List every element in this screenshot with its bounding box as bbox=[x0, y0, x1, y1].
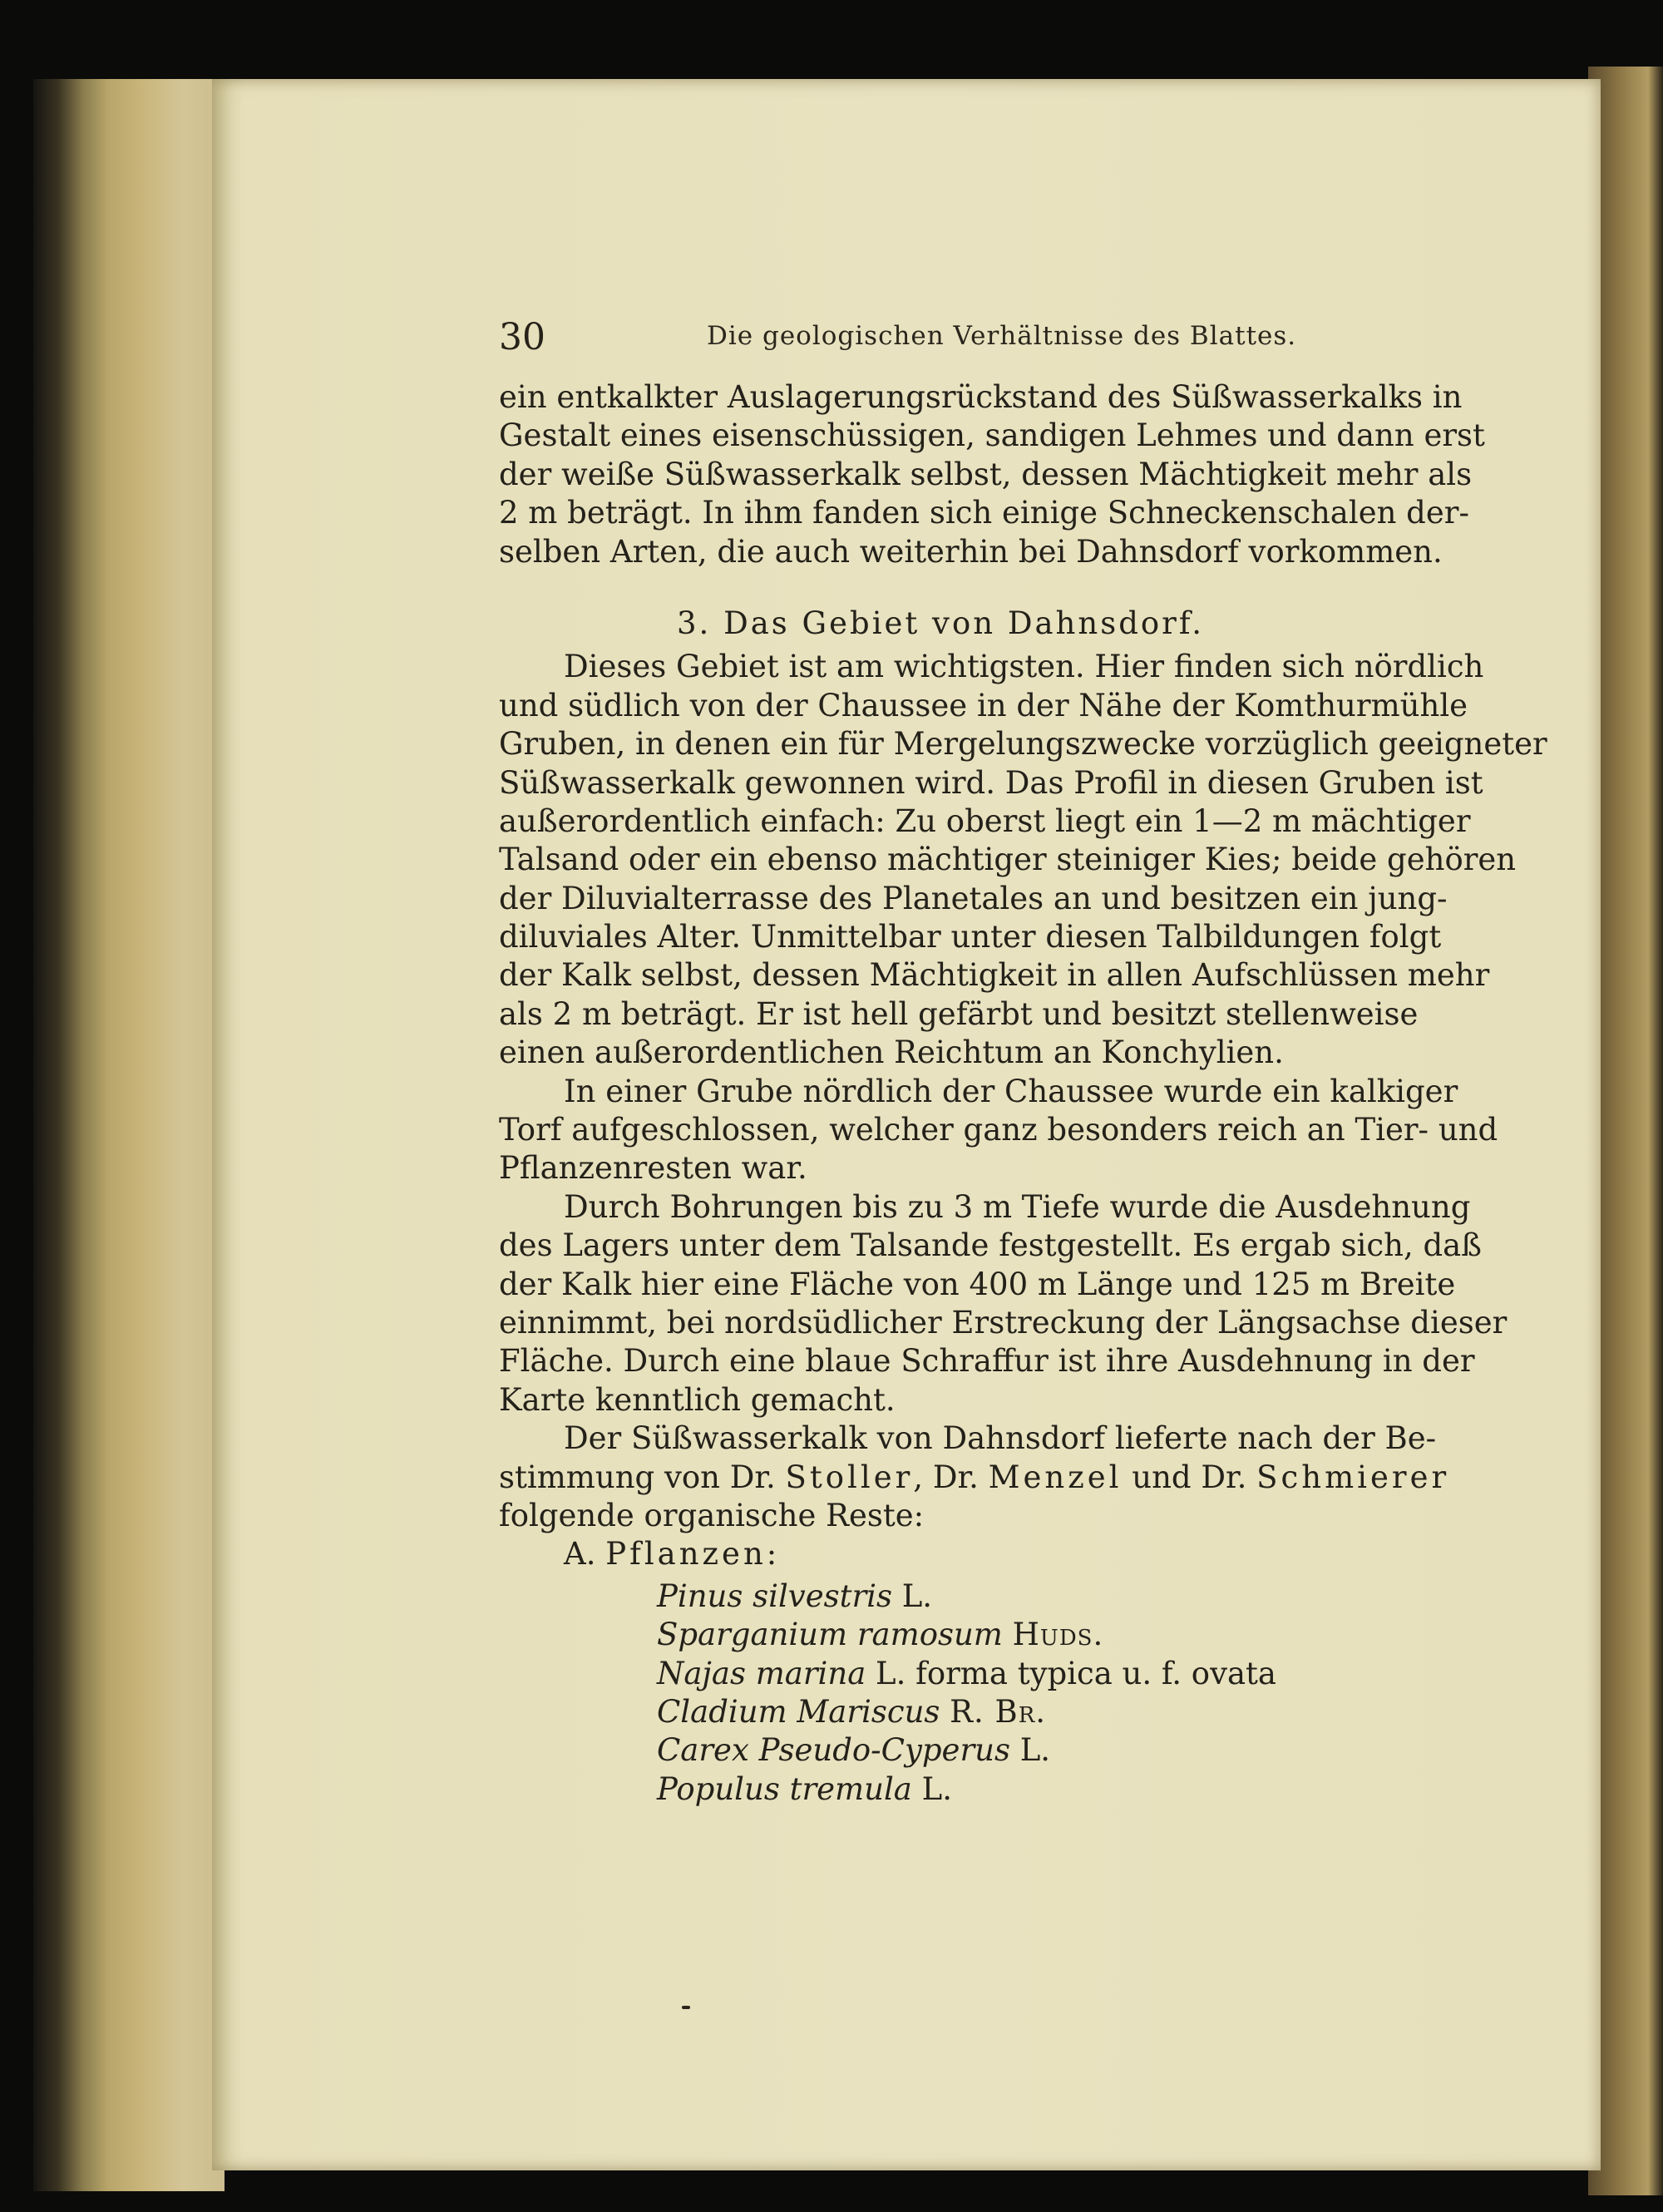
plant-name: Populus tremula bbox=[657, 1770, 912, 1807]
text-line: der Diluvialterrasse des Planetales an und besitzen ein jung- bbox=[499, 880, 1448, 916]
text-line: Torf aufgeschlossen, welcher ganz besonders reich an Tier- und bbox=[499, 1112, 1498, 1148]
text-line: Dieses Gebiet ist am wichtigsten. Hier finden sich nördlich bbox=[564, 649, 1484, 685]
plant-author: L. bbox=[876, 1655, 906, 1691]
text-line: Fläche. Durch eine blaue Schraffur ist ihre Ausdehnung in der bbox=[499, 1343, 1475, 1380]
text-line-authors bbox=[499, 1459, 1450, 1497]
plant-list-item bbox=[657, 1616, 1382, 1654]
plant-list-item bbox=[657, 1655, 1382, 1693]
text-line: der Kalk hier eine Fläche von 400 m Länge und 125 m Breite bbox=[499, 1266, 1456, 1302]
text-line: und südlich von der Chaussee in der Nähe der Komthurmühle bbox=[499, 687, 1468, 723]
author-stoller: Stoller bbox=[785, 1459, 914, 1495]
plant-list-item bbox=[657, 1578, 1382, 1616]
text-line: diluviales Alter. Unmittelbar unter diesen Talbildungen folgt bbox=[499, 919, 1442, 955]
plant-name: Sparganium ramosum bbox=[657, 1617, 1003, 1653]
plant-name: Carex Pseudo-Cyperus bbox=[657, 1732, 1010, 1769]
paragraph-4 bbox=[499, 1188, 1508, 1420]
text-line: Karte kenntlich gemacht. bbox=[499, 1381, 896, 1418]
book-page-edges-left bbox=[33, 79, 225, 2191]
plant-author: L. bbox=[901, 1578, 933, 1614]
paragraph-1 bbox=[499, 378, 1485, 571]
list-heading bbox=[499, 1535, 1382, 1573]
author-menzel: Menzel bbox=[988, 1459, 1123, 1495]
list-heading-label: Pflanzen: bbox=[605, 1536, 781, 1573]
text-line: Talsand oder ein ebenso mächtiger steiniger Kies; beide gehören bbox=[499, 842, 1517, 878]
section-heading: 3. Das Gebiet von Dahnsdorf. bbox=[677, 605, 1204, 641]
list-heading-prefix: A. bbox=[564, 1536, 606, 1573]
text-line: In einer Grube nördlich der Chaussee wurde ein kalkiger bbox=[564, 1073, 1458, 1109]
text-line: Der Süßwasserkalk von Dahnsdorf lieferte nach der Be- bbox=[564, 1420, 1437, 1457]
main-text bbox=[499, 378, 1547, 1809]
text-line: einnimmt, bei nordsüdlicher Erstreckung der Längsachse dieser bbox=[499, 1304, 1508, 1341]
text-line: außerordentlich einfach: Zu oberst liegt ein 1—2 m mächtiger bbox=[499, 802, 1471, 839]
plant-list-item bbox=[657, 1731, 1382, 1770]
plant-list-item bbox=[657, 1770, 1382, 1809]
plant-author: L. bbox=[921, 1770, 952, 1807]
text-fragment: und Dr. bbox=[1122, 1459, 1257, 1495]
plant-name: Cladium Mariscus bbox=[657, 1693, 940, 1730]
text-fragment: stimmung von Dr. bbox=[499, 1459, 786, 1495]
text-line: einen außerordentlichen Reichtum an Konchylien. bbox=[499, 1034, 1284, 1071]
text-line: Süßwasserkalk gewonnen wird. Das Profil in diesen Gruben ist bbox=[499, 764, 1483, 801]
paragraph-3 bbox=[499, 1073, 1498, 1188]
text-line: der weiße Süßwasserkalk selbst, dessen Mächtigkeit mehr als bbox=[499, 456, 1473, 492]
plant-author: L. bbox=[1019, 1732, 1051, 1769]
text-line: ein entkalkter Auslagerungsrückstand des Süßwasserkalks in bbox=[499, 379, 1463, 415]
plant-name: Pinus silvestris bbox=[657, 1578, 892, 1614]
text-line: des Lagers unter dem Talsande festgestellt. Es ergab sich, daß bbox=[499, 1227, 1482, 1264]
plant-author: R. Br. bbox=[950, 1693, 1047, 1730]
plant-list bbox=[499, 1578, 1382, 1809]
plant-list-item bbox=[657, 1693, 1382, 1731]
text-line: Gestalt eines eisenschüssigen, sandigen Lehmes und dann erst bbox=[499, 417, 1485, 454]
plant-forma: forma typica u. f. ovata bbox=[906, 1655, 1276, 1691]
ink-smudge bbox=[682, 2006, 690, 2009]
text-fragment: , Dr. bbox=[913, 1459, 989, 1495]
page-number: 30 bbox=[499, 316, 545, 358]
paragraph-5 bbox=[499, 1420, 1450, 1535]
text-line: Gruben, in denen ein für Mergelungszwecke vorzüglich geeigneter bbox=[499, 726, 1547, 763]
running-head bbox=[499, 316, 1380, 366]
paragraph-2 bbox=[499, 648, 1547, 1072]
text-line: selben Arten, die auch weiterhin bei Dahnsdorf vorkommen. bbox=[499, 533, 1443, 570]
running-title: Die geologischen Verhältnisse des Blattes. bbox=[707, 321, 1297, 351]
text-line: als 2 m beträgt. Er ist hell gefärbt und besitzt stellenweise bbox=[499, 995, 1419, 1032]
text-line: Durch Bohrungen bis zu 3 m Tiefe wurde die Ausdehnung bbox=[564, 1188, 1471, 1225]
text-line: 2 m beträgt. In ihm fanden sich einige Schneckenschalen der- bbox=[499, 495, 1469, 531]
text-line: folgende organische Reste: bbox=[499, 1497, 925, 1533]
text-line: der Kalk selbst, dessen Mächtigkeit in allen Aufschlüssen mehr bbox=[499, 957, 1490, 994]
text-line: Pflanzenresten war. bbox=[499, 1150, 807, 1187]
plant-name: Najas marina bbox=[657, 1655, 866, 1691]
plant-author: Huds. bbox=[1012, 1617, 1104, 1653]
author-schmierer: Schmierer bbox=[1256, 1459, 1450, 1495]
